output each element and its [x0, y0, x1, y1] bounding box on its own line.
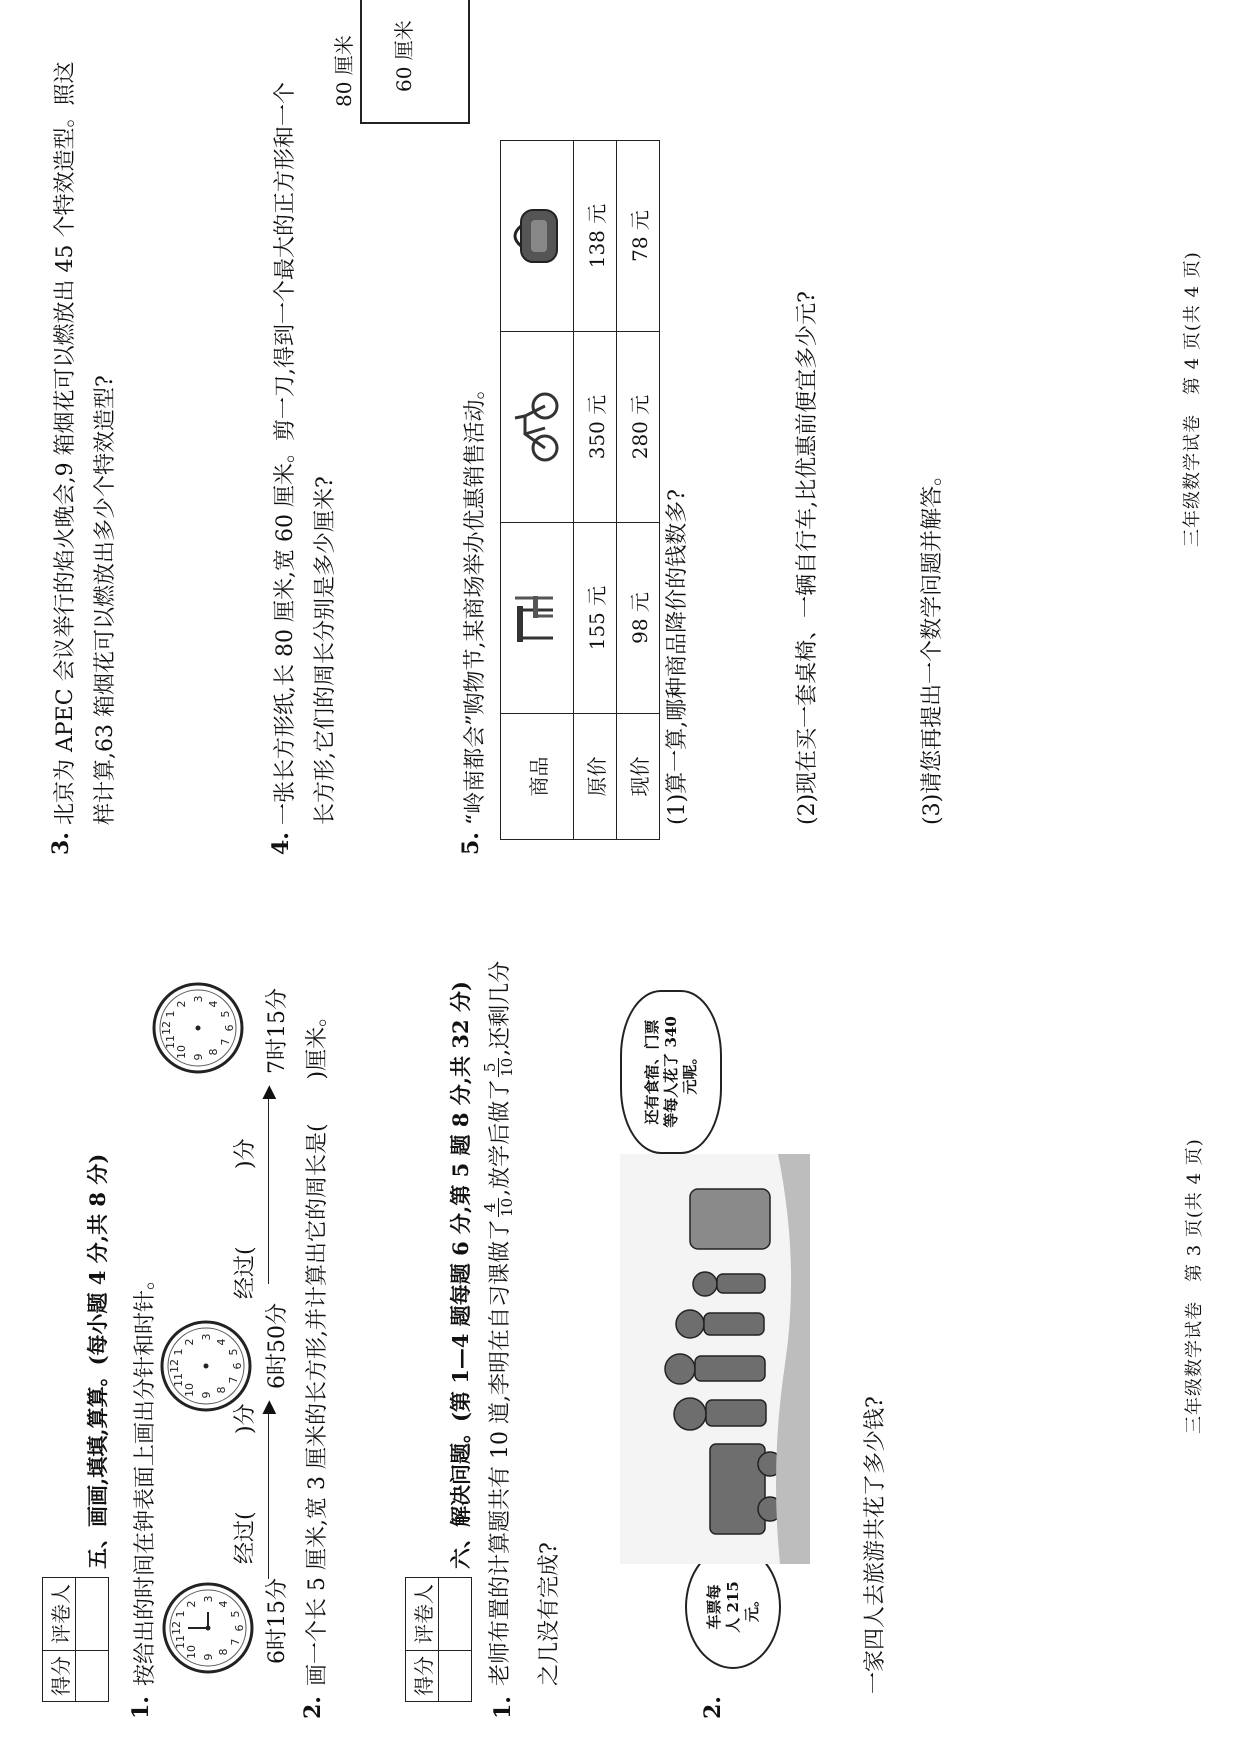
grader-cell[interactable] — [76, 1578, 109, 1651]
p1-number: 1. — [490, 1696, 516, 1719]
section6-title: 六、解决问题。(第 1—4 题每题 6 分,第 5 题 8 分,共 32 分) — [448, 981, 473, 1569]
p5-number: 5. — [458, 832, 484, 855]
q2-text: 画一个长 5 厘米,宽 3 厘米的长方形,并计算出它的周长是( )厘米。 — [305, 1004, 330, 1686]
arrow-2-head: ▶ — [258, 1085, 279, 1099]
current-price-bicycle: 280 元 — [617, 332, 660, 523]
bubble-left-line3: 元。 — [742, 1592, 761, 1623]
p1-line1 — [482, 961, 515, 1686]
score-box-section5 — [42, 1577, 109, 1702]
bubble-right-line1: 还有食宿、门票 — [642, 1019, 661, 1125]
q2-number: 2. — [300, 1696, 326, 1719]
clock-face-1[interactable] — [160, 1580, 256, 1676]
svg-text:2: 2 — [175, 1000, 188, 1008]
svg-text:3: 3 — [200, 1333, 213, 1341]
score-label: 得分 — [406, 1651, 439, 1702]
page-3 — [0, 877, 1240, 1754]
product-cell-schoolbag — [501, 141, 574, 332]
p4-line1: 一张长方形纸,长 80 厘米,宽 60 厘米。剪一刀,得到一个最大的正方形和一个 — [273, 82, 298, 825]
tourist-group-illustration — [620, 1154, 810, 1564]
grader-label: 评卷人 — [43, 1578, 76, 1651]
p4-number: 4. — [268, 832, 294, 855]
p1-text-a: 老师布置的计算题共有 10 道,李明在自习课做了 — [488, 1219, 513, 1686]
original-price-schoolbag: 138 元 — [574, 141, 617, 332]
p1-text-c: ,还剩几分 — [488, 960, 513, 1056]
svg-text:10: 10 — [183, 1383, 196, 1397]
p5-sub1: (1)算一算,哪种商品降价的钱数多? — [665, 489, 690, 825]
product-price-table — [500, 140, 660, 840]
passed2-suffix: )分 — [233, 1138, 258, 1169]
svg-text:6: 6 — [223, 1024, 236, 1032]
p3-line1: 北京为 APEC 会议举行的焰火晚会,9 箱烟花可以燃放出 45 个特效造型。照这 — [53, 61, 78, 825]
bubble-right-line2: 等每人花了 340 — [661, 1016, 680, 1128]
row-header-product: 商品 — [501, 714, 574, 840]
svg-text:3: 3 — [192, 995, 205, 1003]
arrow-1-head: ▶ — [258, 1400, 279, 1414]
svg-text:11: 11 — [172, 1373, 185, 1387]
svg-text:5: 5 — [229, 1610, 242, 1618]
passed1-suffix: )分 — [233, 1403, 258, 1434]
current-price-schoolbag: 78 元 — [617, 141, 660, 332]
svg-text:12: 12 — [168, 1359, 181, 1373]
svg-text:8: 8 — [207, 1048, 220, 1056]
bubble-left-line2: 人 215 — [723, 1581, 742, 1633]
speech-bubble-costs — [620, 990, 722, 1154]
page-3-footer: 三年级数学试卷 第 3 页(共 4 页) — [1184, 1138, 1205, 1434]
svg-text:4: 4 — [217, 1600, 230, 1608]
arrow-1-line — [268, 1409, 269, 1579]
svg-text:7: 7 — [229, 1638, 242, 1646]
p5-sub2: (2)现在买一套桌椅、一辆自行车,比优惠前便宜多少元? — [795, 291, 820, 825]
bubble-right-line3: 元呢。 — [680, 1049, 699, 1095]
svg-text:11: 11 — [174, 1635, 187, 1649]
svg-text:11: 11 — [164, 1035, 177, 1049]
fraction-1-numerator: 4 — [482, 1198, 499, 1217]
p5-text: “岭南都会”购物节,某商场举办优惠销售活动。 — [463, 377, 488, 825]
q1-number: 1. — [128, 1696, 154, 1719]
fraction-1-denominator: 10 — [498, 1197, 516, 1218]
passed1-prefix: 经过( — [233, 1511, 258, 1564]
svg-text:7: 7 — [219, 1038, 232, 1046]
q1-text: 按给出的时间在钟表面上画出分针和时针。 — [133, 1267, 158, 1686]
svg-text:1: 1 — [174, 1610, 187, 1618]
product-cell-bicycle — [501, 332, 574, 523]
bicycle-icon — [507, 392, 563, 462]
svg-text:6: 6 — [233, 1624, 246, 1632]
page-4-footer: 三年级数学试卷 第 4 页(共 4 页) — [1182, 251, 1203, 547]
original-price-bicycle: 350 元 — [574, 332, 617, 523]
svg-text:4: 4 — [207, 1000, 220, 1008]
svg-text:9: 9 — [202, 1653, 215, 1661]
svg-text:10: 10 — [175, 1045, 188, 1059]
arrow-2-line — [268, 1094, 269, 1284]
svg-text:4: 4 — [215, 1338, 228, 1346]
clock-face-2[interactable] — [158, 1318, 254, 1414]
grader-label: 评卷人 — [406, 1578, 439, 1651]
product-cell-desk-chair — [501, 523, 574, 714]
svg-text:12: 12 — [170, 1621, 183, 1635]
svg-text:10: 10 — [185, 1645, 198, 1659]
time-end: 7时15分 — [265, 988, 290, 1074]
svg-text:2: 2 — [183, 1338, 196, 1346]
svg-text:9: 9 — [200, 1391, 213, 1399]
svg-text:5: 5 — [227, 1348, 240, 1356]
svg-text:2: 2 — [185, 1600, 198, 1608]
row-header-current: 现价 — [617, 714, 660, 840]
fraction-1 — [482, 1198, 515, 1217]
score-cell[interactable] — [439, 1651, 472, 1702]
svg-text:3: 3 — [202, 1595, 215, 1603]
section5-title: 五、画画,填填,算算。(每小题 4 分,共 8 分) — [85, 1153, 110, 1569]
grader-cell[interactable] — [439, 1578, 472, 1651]
svg-text:1: 1 — [172, 1348, 185, 1356]
svg-text:12: 12 — [160, 1021, 173, 1035]
p3-line2: 样计算,63 箱烟花可以燃放出多少个特效造型? — [93, 375, 118, 825]
p2-number: 2. — [700, 1696, 726, 1719]
svg-text:5: 5 — [219, 1010, 232, 1018]
p1-text-b: ,放学后做了 — [488, 1078, 513, 1196]
desk-chair-icon — [505, 588, 565, 648]
svg-text:8: 8 — [215, 1386, 228, 1394]
svg-text:1: 1 — [164, 1010, 177, 1018]
fraction-2-numerator: 5 — [482, 1058, 499, 1077]
rect-side-label: 80 厘米 — [332, 35, 356, 107]
rect-top-label: 60 厘米 — [392, 20, 416, 92]
passed2-prefix: 经过( — [233, 1246, 258, 1299]
p2-question: 一家四人去旅游共花了多少钱? — [863, 1396, 888, 1694]
fraction-2-denominator: 10 — [498, 1057, 516, 1077]
p3-number: 3. — [48, 832, 74, 855]
bubble-left-line1: 车票每 — [704, 1584, 723, 1630]
svg-text:7: 7 — [227, 1376, 240, 1384]
schoolbag-icon — [507, 204, 563, 268]
p5-sub3: (3)请您再提出一个数学问题并解答。 — [920, 463, 945, 825]
svg-text:6: 6 — [231, 1362, 244, 1370]
row-header-original: 原价 — [574, 714, 617, 840]
p4-line2: 长方形,它们的周长分别是多少厘米? — [313, 476, 338, 825]
svg-text:8: 8 — [217, 1648, 230, 1656]
p1-line2: 之几没有完成? — [537, 1542, 562, 1686]
time-start: 6时15分 — [265, 1578, 290, 1664]
original-price-desk-chair: 155 元 — [574, 523, 617, 714]
time-mid: 6时50分 — [265, 1303, 290, 1389]
svg-text:9: 9 — [192, 1053, 205, 1061]
score-box-section6 — [405, 1577, 472, 1702]
current-price-desk-chair: 98 元 — [617, 523, 660, 714]
score-label: 得分 — [43, 1651, 76, 1702]
score-cell[interactable] — [76, 1651, 109, 1702]
fraction-2 — [482, 1058, 515, 1077]
clock-face-3[interactable] — [150, 980, 246, 1076]
